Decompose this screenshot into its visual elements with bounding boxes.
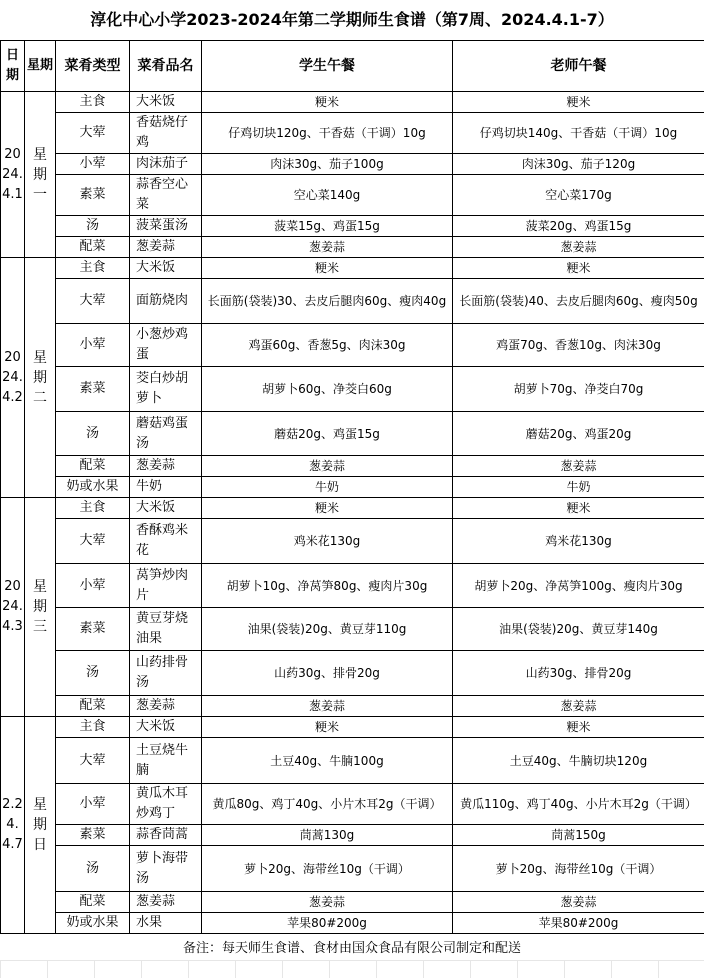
- header-row: [1, 41, 704, 92]
- day-date: 2024.4.2: [1, 258, 25, 498]
- menu-row: [1, 608, 704, 651]
- teacher-ingredients: 粳米: [453, 92, 704, 113]
- menu-row: [1, 519, 704, 564]
- dish-name: 大米饭: [130, 258, 202, 279]
- student-ingredients: 萝卜20g、海带丝10g（干调）: [202, 846, 453, 892]
- menu-row: [1, 113, 704, 154]
- student-ingredients: 粳米: [202, 92, 453, 113]
- dish-name: 水果: [130, 913, 202, 934]
- student-ingredients: 苹果80#200g: [202, 913, 453, 934]
- dish-name: 蒜香空心菜: [130, 175, 202, 216]
- teacher-ingredients: 粳米: [453, 717, 704, 738]
- dish-name: 蒜香茼蒿: [130, 825, 202, 846]
- dish-name: 葱姜蒜: [130, 696, 202, 717]
- dish-name: 牛奶: [130, 477, 202, 498]
- dish-type: 汤: [56, 651, 130, 696]
- dish-type: 素菜: [56, 825, 130, 846]
- teacher-ingredients: 粳米: [453, 258, 704, 279]
- dish-type: 小荤: [56, 324, 130, 367]
- menu-row: [1, 738, 704, 784]
- menu-row: [1, 564, 704, 608]
- dish-type: 配菜: [56, 696, 130, 717]
- menu-row: [1, 175, 704, 216]
- dish-name: 大米饭: [130, 717, 202, 738]
- student-ingredients: 黄瓜80g、鸡丁40g、小片木耳2g（干调）: [202, 784, 453, 825]
- student-ingredients: 葱姜蒜: [202, 892, 453, 913]
- dish-name: 黄瓜木耳炒鸡丁: [130, 784, 202, 825]
- menu-row: [1, 892, 704, 913]
- day-date: 2.24.4.7: [1, 717, 25, 934]
- menu-row: [1, 92, 704, 113]
- day-date: 2024.4.3: [1, 498, 25, 717]
- dish-type: 主食: [56, 258, 130, 279]
- dish-name: 莴笋炒肉片: [130, 564, 202, 608]
- header-weekday: 星期: [25, 41, 56, 92]
- menu-row: [1, 717, 704, 738]
- menu-table: [0, 40, 704, 934]
- day-weekday: 星期二: [25, 258, 56, 498]
- teacher-ingredients: 空心菜170g: [453, 175, 704, 216]
- menu-row: [1, 498, 704, 519]
- teacher-ingredients: 鸡蛋70g、香葱10g、肉沫30g: [453, 324, 704, 367]
- teacher-ingredients: 胡萝卜70g、净茭白70g: [453, 367, 704, 412]
- dish-name: 肉沫茄子: [130, 154, 202, 175]
- student-ingredients: 粳米: [202, 258, 453, 279]
- student-ingredients: 仔鸡切块120g、干香菇（干调）10g: [202, 113, 453, 154]
- student-ingredients: 牛奶: [202, 477, 453, 498]
- menu-row: [1, 216, 704, 237]
- teacher-ingredients: 仔鸡切块140g、干香菇（干调）10g: [453, 113, 704, 154]
- dish-type: 主食: [56, 498, 130, 519]
- dish-type: 小荤: [56, 784, 130, 825]
- dish-type: 主食: [56, 717, 130, 738]
- menu-row: [1, 412, 704, 456]
- page-title: 淳化中心小学2023-2024年第二学期师生食谱（第7周、2024.4.1-7）: [0, 0, 704, 41]
- teacher-ingredients: 葱姜蒜: [453, 237, 704, 258]
- dish-type: 主食: [56, 92, 130, 113]
- student-ingredients: 长面筋(袋装)30、去皮后腿肉60g、瘦肉40g: [202, 279, 453, 324]
- dish-type: 素菜: [56, 175, 130, 216]
- dish-name: 茭白炒胡萝卜: [130, 367, 202, 412]
- student-ingredients: 葱姜蒜: [202, 237, 453, 258]
- dish-type: 素菜: [56, 608, 130, 651]
- menu-row: [1, 825, 704, 846]
- dish-name: 土豆烧牛腩: [130, 738, 202, 784]
- student-ingredients: 空心菜140g: [202, 175, 453, 216]
- menu-row: [1, 651, 704, 696]
- teacher-ingredients: 肉沫30g、茄子120g: [453, 154, 704, 175]
- student-ingredients: 山药30g、排骨20g: [202, 651, 453, 696]
- menu-row: [1, 477, 704, 498]
- menu-row: [1, 237, 704, 258]
- student-ingredients: 粳米: [202, 498, 453, 519]
- header-dish: 菜肴品名: [130, 41, 202, 92]
- menu-row: [1, 913, 704, 934]
- menu-table-body: [1, 41, 704, 934]
- student-ingredients: 胡萝卜60g、净茭白60g: [202, 367, 453, 412]
- header-teacher: 老师午餐: [453, 41, 704, 92]
- dish-name: 香菇烧仔鸡: [130, 113, 202, 154]
- teacher-ingredients: 胡萝卜20g、净莴笋100g、瘦肉片30g: [453, 564, 704, 608]
- dish-type: 奶或水果: [56, 477, 130, 498]
- dish-name: 葱姜蒜: [130, 237, 202, 258]
- spreadsheet-grid-remnant: [0, 960, 704, 978]
- footer-note: 备注：每天师生食谱、食材由国众食品有限公司制定和配送: [0, 938, 704, 960]
- day-weekday: 星期日: [25, 717, 56, 934]
- dish-type: 小荤: [56, 154, 130, 175]
- student-ingredients: 胡萝卜10g、净莴笋80g、瘦肉片30g: [202, 564, 453, 608]
- dish-name: 大米饭: [130, 92, 202, 113]
- dish-type: 汤: [56, 846, 130, 892]
- teacher-ingredients: 葱姜蒜: [453, 892, 704, 913]
- teacher-ingredients: 牛奶: [453, 477, 704, 498]
- student-ingredients: 菠菜15g、鸡蛋15g: [202, 216, 453, 237]
- dish-name: 小葱炒鸡蛋: [130, 324, 202, 367]
- teacher-ingredients: 黄瓜110g、鸡丁40g、小片木耳2g（干调）: [453, 784, 704, 825]
- dish-type: 素菜: [56, 367, 130, 412]
- header-student: 学生午餐: [202, 41, 453, 92]
- dish-name: 萝卜海带汤: [130, 846, 202, 892]
- teacher-ingredients: 油果(袋装)20g、黄豆芽140g: [453, 608, 704, 651]
- dish-type: 大荤: [56, 519, 130, 564]
- student-ingredients: 土豆40g、牛腩100g: [202, 738, 453, 784]
- student-ingredients: 鸡蛋60g、香葱5g、肉沫30g: [202, 324, 453, 367]
- teacher-ingredients: 葱姜蒜: [453, 696, 704, 717]
- menu-row: [1, 258, 704, 279]
- menu-row: [1, 696, 704, 717]
- student-ingredients: 茼蒿130g: [202, 825, 453, 846]
- student-ingredients: 葱姜蒜: [202, 456, 453, 477]
- teacher-ingredients: 土豆40g、牛腩切块120g: [453, 738, 704, 784]
- header-type: 菜肴类型: [56, 41, 130, 92]
- dish-type: 大荤: [56, 738, 130, 784]
- menu-row: [1, 324, 704, 367]
- teacher-ingredients: 葱姜蒜: [453, 456, 704, 477]
- dish-type: 大荤: [56, 113, 130, 154]
- student-ingredients: 葱姜蒜: [202, 696, 453, 717]
- menu-row: [1, 367, 704, 412]
- dish-name: 大米饭: [130, 498, 202, 519]
- teacher-ingredients: 蘑菇20g、鸡蛋20g: [453, 412, 704, 456]
- teacher-ingredients: 苹果80#200g: [453, 913, 704, 934]
- teacher-ingredients: 粳米: [453, 498, 704, 519]
- dish-type: 汤: [56, 412, 130, 456]
- dish-type: 小荤: [56, 564, 130, 608]
- teacher-ingredients: 鸡米花130g: [453, 519, 704, 564]
- day-date: 2024.4.1: [1, 92, 25, 258]
- dish-type: 配菜: [56, 237, 130, 258]
- menu-row: [1, 279, 704, 324]
- teacher-ingredients: 长面筋(袋装)40、去皮后腿肉60g、瘦肉50g: [453, 279, 704, 324]
- menu-row: [1, 456, 704, 477]
- dish-name: 葱姜蒜: [130, 456, 202, 477]
- dish-name: 黄豆芽烧油果: [130, 608, 202, 651]
- header-date: 日期: [1, 41, 25, 92]
- dish-name: 山药排骨汤: [130, 651, 202, 696]
- teacher-ingredients: 菠菜20g、鸡蛋15g: [453, 216, 704, 237]
- student-ingredients: 肉沫30g、茄子100g: [202, 154, 453, 175]
- dish-type: 配菜: [56, 456, 130, 477]
- student-ingredients: 蘑菇20g、鸡蛋15g: [202, 412, 453, 456]
- dish-name: 面筋烧肉: [130, 279, 202, 324]
- teacher-ingredients: 茼蒿150g: [453, 825, 704, 846]
- dish-type: 配菜: [56, 892, 130, 913]
- dish-name: 葱姜蒜: [130, 892, 202, 913]
- menu-row: [1, 154, 704, 175]
- dish-name: 菠菜蛋汤: [130, 216, 202, 237]
- student-ingredients: 油果(袋装)20g、黄豆芽110g: [202, 608, 453, 651]
- teacher-ingredients: 萝卜20g、海带丝10g（干调）: [453, 846, 704, 892]
- dish-type: 奶或水果: [56, 913, 130, 934]
- day-weekday: 星期一: [25, 92, 56, 258]
- dish-name: 蘑菇鸡蛋汤: [130, 412, 202, 456]
- day-weekday: 星期三: [25, 498, 56, 717]
- dish-type: 大荤: [56, 279, 130, 324]
- student-ingredients: 粳米: [202, 717, 453, 738]
- teacher-ingredients: 山药30g、排骨20g: [453, 651, 704, 696]
- menu-row: [1, 784, 704, 825]
- dish-type: 汤: [56, 216, 130, 237]
- dish-name: 香酥鸡米花: [130, 519, 202, 564]
- student-ingredients: 鸡米花130g: [202, 519, 453, 564]
- menu-row: [1, 846, 704, 892]
